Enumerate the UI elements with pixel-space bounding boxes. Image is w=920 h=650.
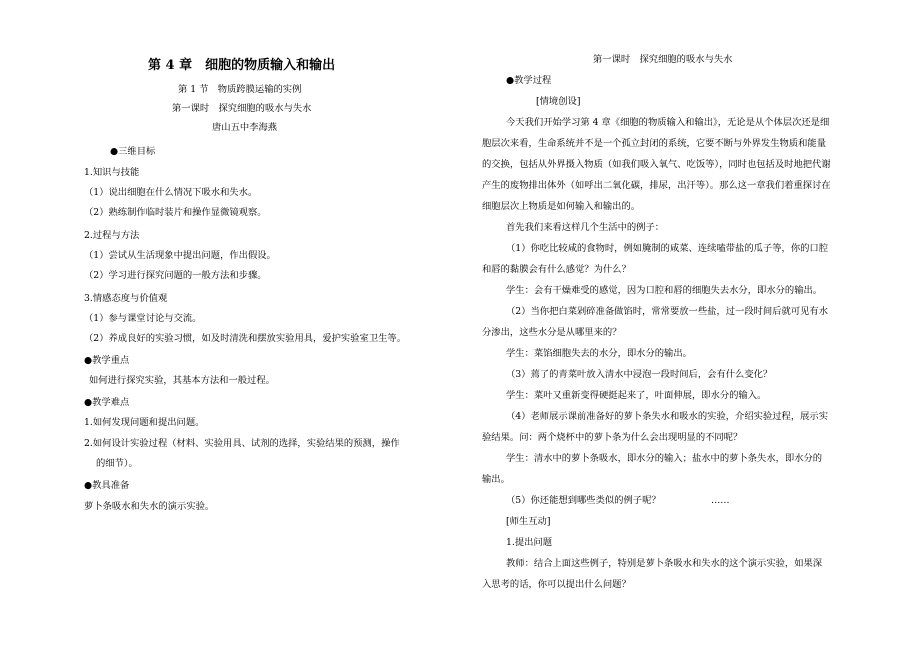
q4-line2: 验结果。问：两个烧杯中的萝卜条为什么会出现明显的不同呢？: [482, 432, 743, 443]
goal-3-2: （2）养成良好的实验习惯，如及时清洗和摆放实验用具，爱护实验室卫生等。: [84, 333, 407, 344]
goal-3-1: （1）参与课堂讨论与交流。: [84, 313, 202, 324]
difficulty-2a: 2.如何设计实验过程（材料、实验用具、试剂的选择，实验结果的预测，操作: [84, 438, 400, 449]
q1-line2: 和唇的黏膜会有什么感觉？为什么？: [482, 264, 631, 275]
student-answer-3: 学生：菜叶又重新变得硬挺起来了，叶面伸展，即水分的输入。: [506, 390, 767, 401]
para2: 首先我们来看这样几个生活中的例子：: [506, 222, 665, 233]
student-answer-4-line1: 学生：清水中的萝卜条吸水，即水分的输入；盐水中的萝卜条失水，即水分的: [506, 453, 823, 464]
goal-1: 1.知识与技能: [84, 167, 140, 178]
student-answer-1: 学生：会有干燥难受的感觉，因为口腔和唇的细胞失去水分，即水分的输出。: [506, 285, 823, 296]
prep-text: 萝卜条吸水和失水的演示实验。: [84, 501, 215, 512]
q5: （5）你还能想到哪些类似的例子呢？: [506, 495, 661, 506]
scene-label: [情境创设]: [536, 96, 581, 107]
difficulty-heading: ●教学难点: [84, 397, 130, 408]
q2-line2: 分渗出，这些水分是从哪里来的？: [482, 327, 622, 338]
key-heading: ●教学重点: [84, 355, 130, 366]
process-heading: ●教学过程: [506, 75, 552, 86]
teacher-line1: 教师：结合上面这些例子，特别是萝卜条吸水和失水的这个演示实验，如果深: [506, 558, 823, 569]
key-text: 如何进行探究实验，其基本方法和一般过程。: [89, 375, 275, 386]
student-answer-4-line2: 输出。: [482, 474, 510, 485]
goals-heading: ●三维目标: [110, 146, 156, 157]
ask-heading: 1.提出问题: [506, 537, 553, 548]
goal-1-2: （2）熟练制作临时装片和操作显微镜观察。: [84, 207, 267, 218]
q2-line1: （2）当你把白菜剁碎准备做馅时，常常要放一些盐，过一段时间后就可见有水: [506, 306, 829, 317]
author: 唐山五中李海燕: [212, 122, 278, 133]
q3: （3）蔫了的青菜叶放入清水中浸泡一段时间后，会有什么变化？: [506, 369, 773, 380]
difficulty-1: 1.如何发现问题和提出问题。: [84, 417, 205, 428]
para1-line4: 产生的废物排出体外（如呼出二氧化碳，排尿，出汗等）。那么这一章我们着重探讨在: [482, 180, 831, 191]
q4-line1: （4）老师展示课前准备好的萝卜条失水和吸水的实验，介绍实验过程，展示实: [506, 411, 829, 422]
goal-3: 3.情感态度与价值观: [84, 293, 168, 304]
lesson-title: 第一课时 探究细胞的吸水与失水: [172, 103, 312, 114]
prep-heading: ●教具准备: [84, 480, 130, 491]
para1-line5: 细胞层次上物质是如何输入和输出的。: [482, 201, 641, 212]
section-title: 第 1 节 物质跨膜运输的实例: [178, 84, 302, 95]
goal-1-1: （1）说出细胞在什么情况下吸水和失水。: [84, 187, 258, 198]
chapter-title: 第 4 章 细胞的物质输入和输出: [148, 58, 336, 73]
student-answer-2: 学生：菜馅细胞失去的水分，即水分的输出。: [506, 348, 692, 359]
para1-line2: 胞层次来看，生命系统并不是一个孤立封闭的系统，它要不断与外界发生物质和能量: [482, 138, 826, 149]
q5-ellipsis: ……: [711, 495, 730, 506]
interact-label: [师生互动]: [506, 516, 551, 527]
goal-2: 2.过程与方法: [84, 230, 140, 241]
goal-2-1: （1）尝试从生活现象中提出问题，作出假设。: [84, 250, 276, 261]
difficulty-2b: 的细节）。: [96, 458, 138, 469]
para1-line3: 的交换，包括从外界摄入物质（如我们吸入氧气、吃饭等），同时也包括及时地把代谢: [482, 159, 831, 170]
para1-line1: 今天我们开始学习第 4 章《细胞的物质输入和输出》，无论是从个体层次还是细: [506, 117, 830, 128]
teacher-line2: 入思考的话，你可以提出什么问题？: [482, 579, 631, 590]
goal-2-2: （2）学习进行探究问题的一般方法和步骤。: [84, 270, 267, 281]
q1-line1: （1）你吃比较咸的食物时，例如腌制的咸菜、连续嗑带盐的瓜子等，你的口腔: [506, 243, 829, 254]
right-lesson-title: 第一课时 探究细胞的吸水与失水: [593, 54, 733, 65]
